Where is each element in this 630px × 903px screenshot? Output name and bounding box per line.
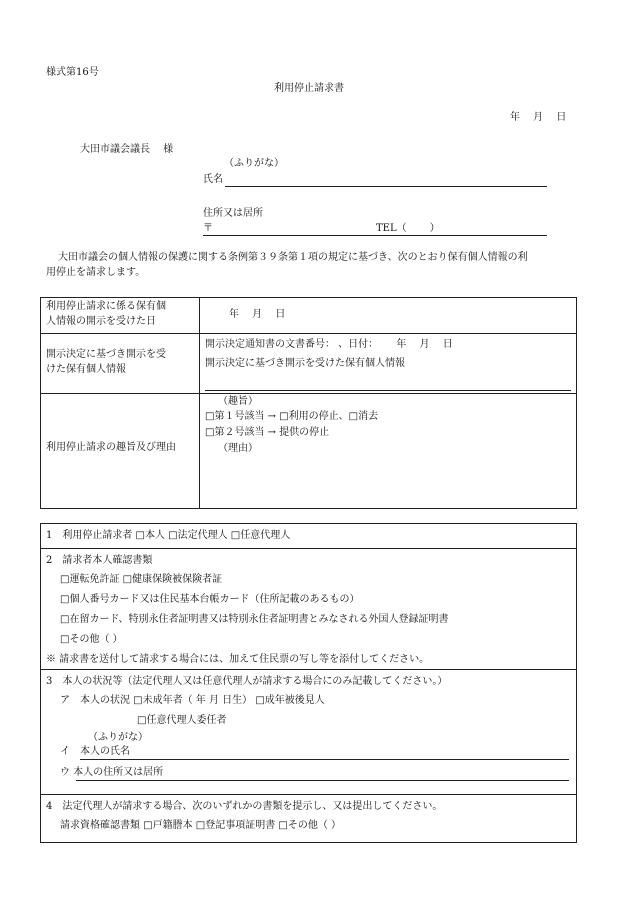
name-label: 氏名 — [203, 174, 223, 185]
section3-principal-address-label: ウ 本人の住所又は居所 — [60, 767, 164, 778]
section3-header: 3 本人の状況等（法定代理人又は任意代理人が請求する場合にのみ記載してください。） — [46, 676, 448, 687]
section2-doc-line2[interactable]: □個人番号カード又は住民基本台帳カード（住所記載のあるもの） — [60, 594, 360, 605]
row3-reason-heading: （理由） — [218, 443, 258, 454]
section3-status[interactable]: ア 本人の状況 □未成年者（ 年 月 日生） □成年被後見人 — [60, 695, 325, 706]
row2-label-line2: けた保有個人情報 — [46, 364, 126, 375]
name-furigana: （ふりがな） — [224, 158, 284, 169]
section3-principal-name-label: イ 本人の氏名 — [60, 746, 130, 757]
tel-label: TEL（ ） — [376, 223, 440, 234]
intro-text-line2: 用停止を請求します。 — [46, 267, 146, 278]
date-line: 年 月 日 — [510, 112, 567, 123]
addressee: 大田市議会議長 様 — [80, 144, 174, 155]
row3-option2[interactable]: □第２号該当 → 提供の停止 — [205, 427, 330, 438]
row-separator — [40, 393, 577, 394]
row2-doc-number[interactable]: 開示決定通知書の文書番号： 、日付： 年 月 日 — [205, 339, 453, 350]
section4-header: 4 法定代理人が請求する場合、次のいずれかの書類を提示し、又は提出してください。 — [46, 801, 443, 812]
section3-furigana: （ふりがな） — [88, 732, 148, 743]
row3-option1[interactable]: □第１号該当 → □利用の停止、□消去 — [205, 411, 379, 422]
table-divider — [199, 297, 200, 508]
row2-label-line1: 開示決定に基づき開示を受 — [46, 349, 166, 360]
row-separator — [40, 333, 577, 334]
section4-docs[interactable]: 請求資格確認書類 □戸籍謄本 □登記事項証明書 □その他（ ） — [60, 820, 342, 831]
form-number: 様式第16号 — [46, 67, 99, 78]
postal-mark: 〒 — [203, 223, 213, 234]
section3-status-agent[interactable]: □任意代理人委任者 — [137, 715, 227, 726]
intro-text-line1: 大田市議会の個人情報の保護に関する条例第３９条第１項の規定に基づき、次のとおり保有個人情報の利 — [58, 252, 528, 263]
address-label: 住所又は居所 — [203, 208, 263, 219]
principal-address-field[interactable] — [76, 780, 569, 781]
section1-requester-type[interactable]: 1 利用停止請求者 □本人 □法定代理人 □任意代理人 — [46, 530, 291, 541]
section2-header: 2 請求者本人確認書類 — [46, 555, 153, 566]
section2-doc-line3[interactable]: □在留カード、特別永住者証明書又は特別永住者証明書とみなされる外国人登録証明書 — [60, 614, 449, 625]
address-field[interactable] — [203, 235, 547, 236]
row2-info-field[interactable] — [205, 390, 571, 391]
page-title: 利用停止請求書 — [274, 83, 344, 94]
principal-name-field[interactable] — [80, 759, 569, 760]
row-separator — [40, 794, 577, 795]
section2-note: ※ 請求書を送付して請求する場合には、加えて住民票の写し等を添付してください。 — [46, 654, 430, 665]
row-separator — [40, 669, 577, 670]
row1-date-value[interactable]: 年 月 日 — [229, 309, 286, 320]
section2-doc-line1[interactable]: □運転免許証 □健康保険被保険者証 — [60, 574, 223, 585]
row3-purpose-heading: （趣旨） — [218, 396, 258, 407]
row-separator — [40, 548, 577, 549]
row1-label-line1: 利用停止請求に係る保有個 — [46, 301, 166, 312]
section2-doc-line4[interactable]: □その他（ ） — [60, 634, 123, 645]
name-field[interactable] — [225, 186, 547, 187]
row2-info-label: 開示決定に基づき開示を受けた保有個人情報 — [205, 358, 405, 369]
row1-label-line2: 人情報の開示を受けた日 — [46, 316, 156, 327]
row3-label: 利用停止請求の趣旨及び理由 — [46, 442, 176, 453]
